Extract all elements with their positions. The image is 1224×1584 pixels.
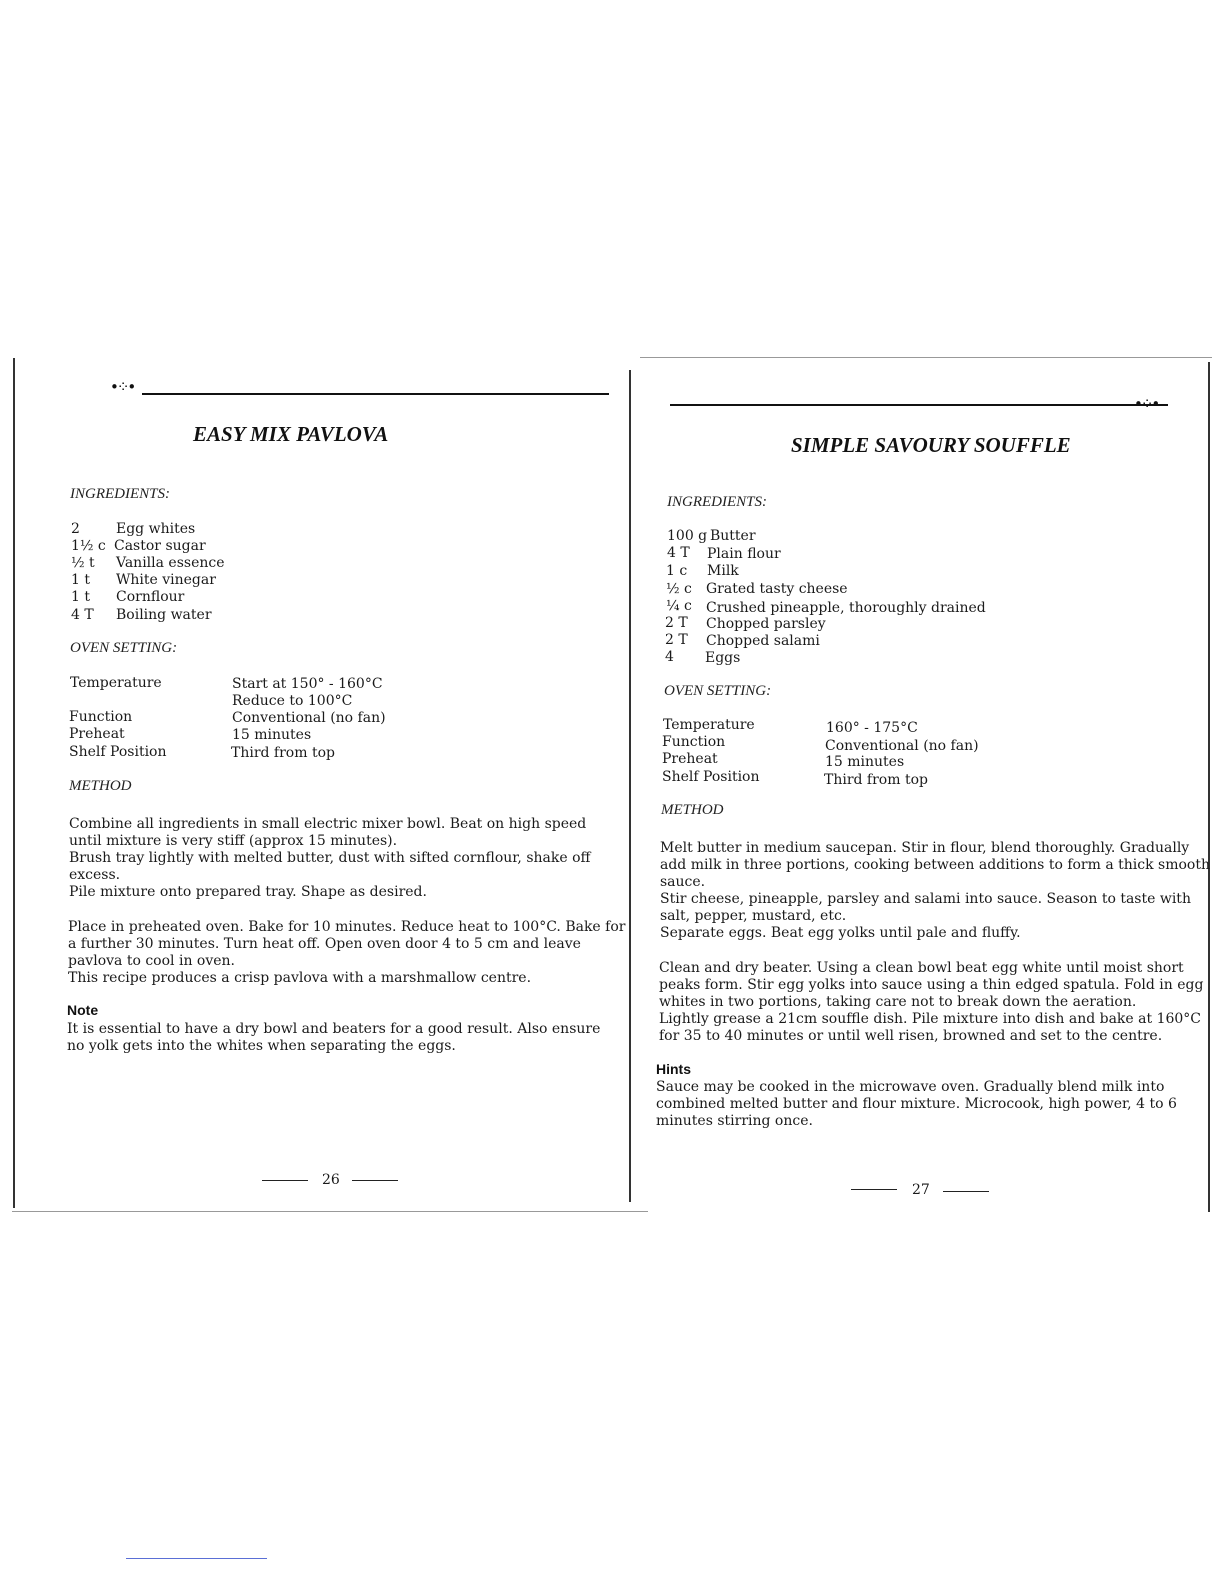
ingredient-name: Eggs [705,650,741,666]
ingredient-name: Egg whites [116,521,196,537]
ingredient-name: Butter [710,528,756,544]
method-line: Clean and dry beater. Using a clean bowl beat egg white until moist short [659,960,1184,976]
ingredient-qty: 4 T [71,607,94,623]
method-paragraph-2 [659,960,1203,1045]
oven-setting-heading: OVEN SETTING: [664,683,772,699]
ingredient-name: Crushed pineapple, thoroughly drained [706,600,986,616]
oven-shelf-value: Third from top [824,772,928,788]
ingredient-name: Plain flour [707,546,781,562]
page-number-dash [851,1189,897,1190]
note-paragraph [67,1021,600,1055]
ingredient-name: Castor sugar [114,538,206,554]
recipe-title: SIMPLE SAVOURY SOUFFLE [791,433,1071,457]
oven-temperature-label: Temperature [70,675,162,691]
ornament-icon: •⁘• [110,378,135,396]
ingredients-heading: INGREDIENTS: [667,494,767,510]
page-right [632,355,1224,1215]
ingredient-qty: 2 T [665,632,688,648]
ingredient-name: Chopped salami [706,633,820,649]
ingredient-name: Cornflour [116,589,185,605]
ingredient-qty: 100 g [667,528,708,544]
method-line: a further 30 minutes. Turn heat off. Open oven door 4 to 5 cm and leave [68,936,581,952]
page-number-dash [943,1191,989,1192]
note-heading: Note [67,1002,99,1018]
method-line: for 35 to 40 minutes or until well risen, browned and set to the centre. [659,1028,1163,1044]
method-line: sauce. [660,874,706,890]
method-line: Lightly grease a 21cm souffle dish. Pile mixture into dish and bake at 160°C [659,1011,1202,1027]
oven-shelf-value: Third from top [231,745,335,761]
method-line: Stir cheese, pineapple, parsley and salami into sauce. Season to taste with [660,891,1191,907]
ingredient-qty: 1½ c [71,538,106,554]
method-line: This recipe produces a crisp pavlova with a marshmallow centre. [68,970,532,986]
method-line: Combine all ingredients in small electric mixer bowl. Beat on high speed [69,816,587,832]
method-line: until mixture is very stiff (approx 15 minutes). [69,833,398,849]
method-line: whites in two portions, taking care not to break down the aeration. [659,994,1137,1010]
method-paragraph-2 [68,919,625,987]
method-paragraph-1 [660,840,1210,942]
footer-link-line [126,1558,267,1559]
ingredient-name: Milk [707,563,739,579]
ingredient-qty: ¼ c [666,598,692,614]
note-line: It is essential to have a dry bowl and beaters for a good result. Also ensure [67,1021,601,1037]
method-line: excess. [69,867,121,883]
oven-temperature-value: Start at 150° - 160°C [232,676,383,692]
ingredient-qty: 1 t [71,589,90,605]
oven-temperature-label: Temperature [663,717,755,733]
ingredient-qty: ½ c [666,581,692,597]
oven-preheat-label: Preheat [69,726,125,742]
ingredient-qty: 1 t [71,572,90,588]
hints-heading: Hints [656,1061,691,1077]
method-line: pavlova to cool in oven. [68,953,235,969]
ingredient-name: Boiling water [116,607,212,623]
ingredient-qty: ½ t [71,555,95,571]
page-left [0,355,632,1215]
oven-preheat-value: 15 minutes [232,727,312,743]
page-number: 26 [322,1172,340,1188]
note-line: no yolk gets into the whites when separating the eggs. [67,1038,456,1054]
hints-line: combined melted butter and flour mixture. Microcook, high power, 4 to 6 [656,1096,1177,1112]
oven-temperature-value: 160° - 175°C [826,720,918,736]
page-number: 27 [912,1182,930,1198]
method-line: Place in preheated oven. Bake for 10 minutes. Reduce heat to 100°C. Bake for [68,919,626,935]
hints-line: Sauce may be cooked in the microwave oven. Gradually blend milk into [656,1079,1165,1095]
ingredient-qty: 4 [665,649,674,665]
method-heading: METHOD [69,778,132,794]
ornament-icon: •⁘• [1134,395,1159,413]
method-line: salt, pepper, mustard, etc. [660,908,847,924]
method-line: Brush tray lightly with melted butter, dust with sifted cornflour, shake off [69,850,591,866]
ingredients-heading: INGREDIENTS: [70,486,170,502]
oven-preheat-value: 15 minutes [825,754,905,770]
ingredient-qty: 1 c [666,563,688,579]
ingredient-name: Vanilla essence [116,555,225,571]
method-line: Separate eggs. Beat egg yolks until pale and fluffy. [660,925,1021,941]
oven-preheat-label: Preheat [662,751,718,767]
oven-shelf-label: Shelf Position [662,769,760,785]
header-rule [670,404,1168,406]
ingredient-name: White vinegar [116,572,216,588]
method-line: Pile mixture onto prepared tray. Shape as desired. [69,884,427,900]
hints-paragraph [656,1079,1177,1130]
method-line: add milk in three portions, cooking between additions to form a thick smooth [660,857,1210,873]
method-paragraph-1 [69,816,590,901]
oven-temperature-value-2: Reduce to 100°C [232,693,353,709]
ingredient-name: Chopped parsley [706,616,826,632]
recipe-title: EASY MIX PAVLOVA [193,422,389,446]
oven-function-label: Function [662,734,726,750]
ingredient-qty: 4 T [667,545,690,561]
oven-setting-heading: OVEN SETTING: [70,640,178,656]
oven-shelf-label: Shelf Position [69,744,167,760]
ingredient-qty: 2 [71,521,80,537]
method-line: Melt butter in medium saucepan. Stir in flour, blend thoroughly. Gradually [660,840,1190,856]
method-heading: METHOD [661,802,724,818]
ingredient-name: Grated tasty cheese [706,581,848,597]
oven-function-label: Function [69,709,133,725]
page-number-dash [262,1180,308,1181]
hints-line: minutes stirring once. [656,1113,813,1129]
ingredient-qty: 2 T [665,615,688,631]
header-rule [142,393,609,395]
oven-function-value: Conventional (no fan) [232,710,386,726]
method-line: peaks form. Stir egg yolks into sauce using a thin edged spatula. Fold in egg [659,977,1204,993]
page-number-dash [352,1180,398,1181]
oven-function-value: Conventional (no fan) [825,738,979,754]
